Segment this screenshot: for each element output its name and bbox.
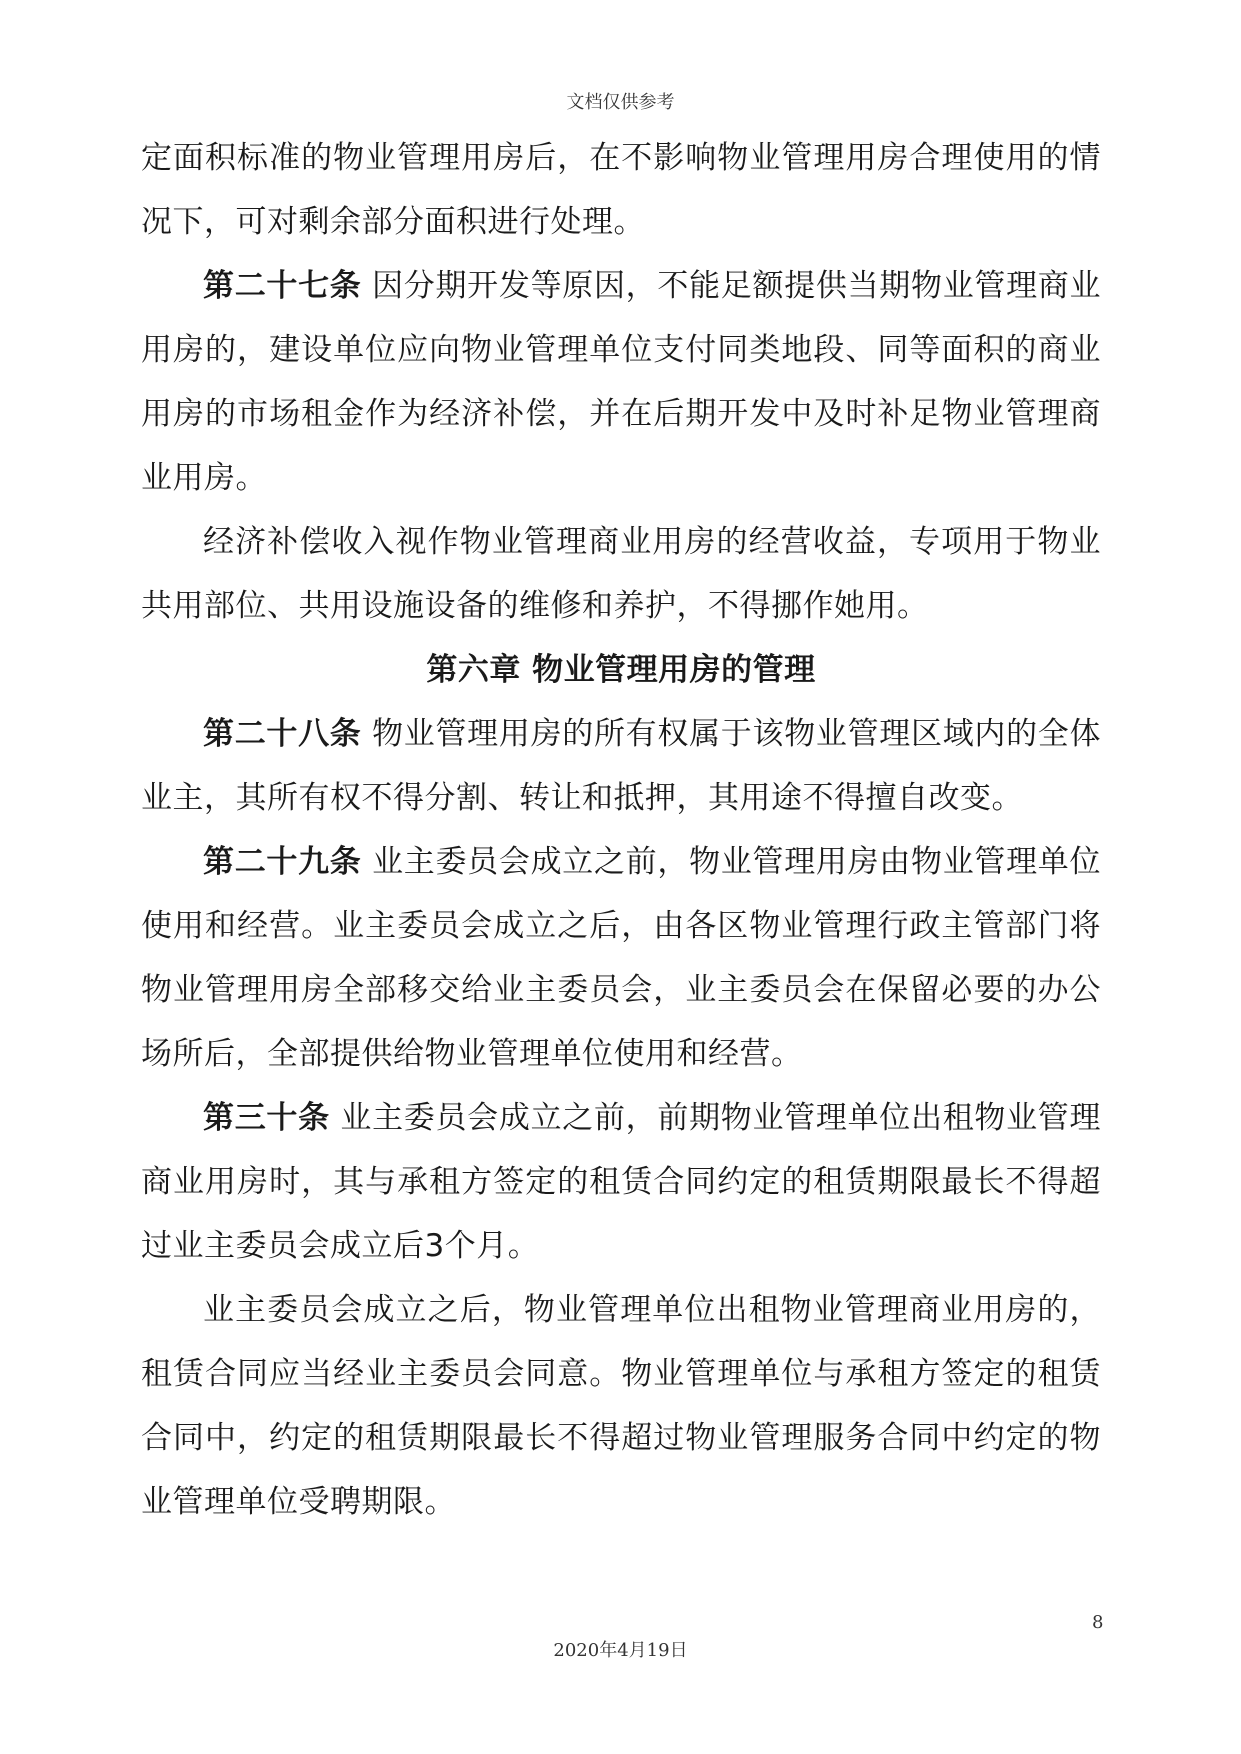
page-footer-date: 2020年4月19日: [553, 1640, 688, 1661]
article-text: 因分期开发等原因，不能足额提供当期物业管理商业用房的，建设单位应向物业管理单位支付同类地段、同等面积的商业用房的市场租金作为经济补偿，并在后期开发中及时补足物业管理商业用房。: [141, 268, 1102, 496]
page-number: 8: [1092, 1612, 1104, 1633]
article-number: 第二十九条: [203, 844, 362, 880]
paragraph-article-30: [141, 1086, 1101, 1278]
paragraph-article-28: [141, 702, 1101, 830]
paragraph-compensation: 经济补偿收入视作物业管理商业用房的经营收益，专项用于物业共用部位、共用设施设备的维修和养护，不得挪作她用。: [141, 524, 1101, 624]
article-text: 业主委员会成立之前，物业管理用房由物业管理单位使用和经营。业主委员会成立之后，由各区物业管理行政主管部门将物业管理用房全部移交给业主委员会，业主委员会在保留必要的办公场所后，全部提供给物业管理单位使用和经营。: [141, 844, 1102, 1072]
article-number: 第二十八条: [203, 716, 362, 752]
paragraph-article-29: [141, 830, 1101, 1086]
article-number: 第二十七条: [203, 268, 362, 304]
paragraph-article-27: [141, 254, 1101, 510]
page-header: 文档仅供参考: [566, 92, 675, 113]
article-text: 物业管理用房的所有权属于该物业管理区域内的全体业主，其所有权不得分割、转让和抵押，其用途不得擅自改变。: [141, 716, 1102, 816]
article-number: 第三十条: [203, 1100, 330, 1136]
paragraph-continuation: 定面积标准的物业管理用房后，在不影响物业管理用房合理使用的情况下，可对剩余部分面积进行处理。: [141, 140, 1101, 240]
chapter-heading: 第六章 物业管理用房的管理: [426, 652, 816, 688]
document-body: [141, 126, 1101, 1534]
article-text: 业主委员会成立之前，前期物业管理单位出租物业管理商业用房时，其与承租方签定的租赁合同约定的租赁期限最长不得超过业主委员会成立后3个月。: [141, 1100, 1101, 1264]
paragraph-lease-term: 业主委员会成立之后，物业管理单位出租物业管理商业用房的，租赁合同应当经业主委员会同意。物业管理单位与承租方签定的租赁合同中，约定的租赁期限最长不得超过物业管理服务合同中约定的物业管理单位受聘期限。: [141, 1292, 1101, 1520]
